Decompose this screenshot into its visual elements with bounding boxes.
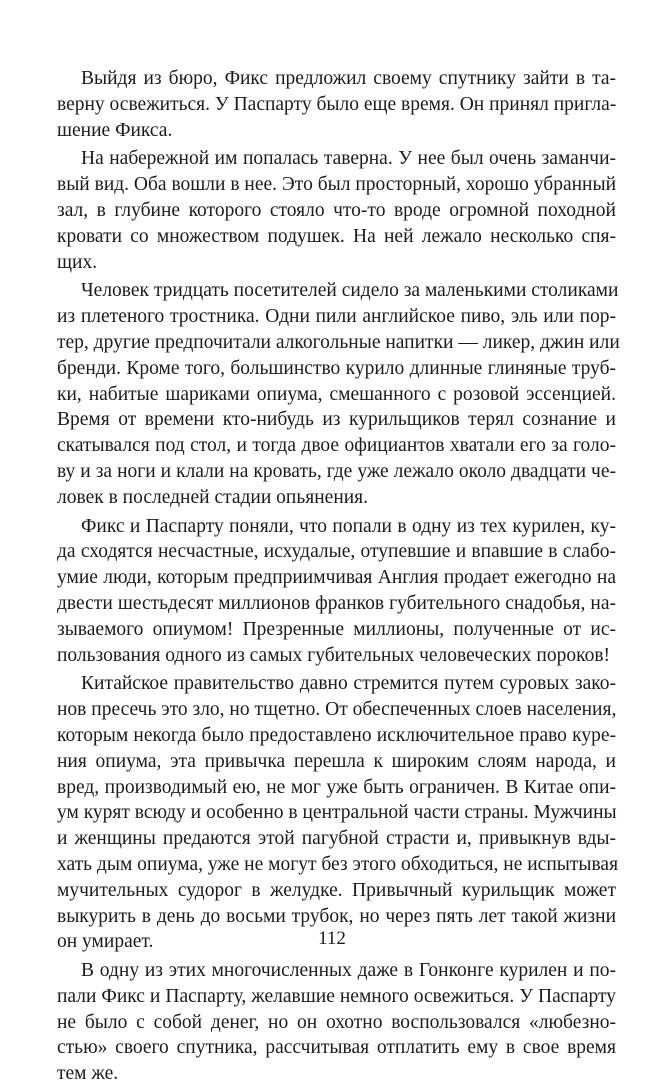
text-line: ния опиума, эта привычка перешла к широким слоям народа, и [57, 750, 616, 772]
text-line: стью» своего спутника, рассчитывая отплатить ему в свое время [57, 1037, 616, 1059]
text-line: пали Фикс и Паспарту, желавшие немного освежиться. У Паспарту [57, 985, 616, 1007]
text-line: шение Фикса. [57, 119, 173, 141]
text-line: мучительных судорог в желудке. Привычный курильщик может [57, 879, 616, 901]
text-line: кровати со множеством подушек. На ней лежало несколько спя- [57, 225, 616, 247]
text-line: скатывался под стол, и тогда двое официантов хватали его за голо- [57, 435, 616, 457]
paragraph [57, 278, 620, 510]
paragraph [57, 146, 616, 275]
text-line: пользования одного из самых губительных человеческих пороков! [57, 644, 611, 666]
text-line: ки, набитые шариками опиума, смешанного с розовой эссенцией. [57, 383, 616, 405]
text-line: умие люди, которым предприимчивая Англия продает ежегодно на [57, 567, 616, 589]
paragraph [57, 958, 616, 1087]
text-line: нов пресечь это зло, но тщетно. От обеспеченных слоев населения, [57, 699, 617, 721]
text-line: Фикс и Паспарту поняли, что попали в одну из тех курилен, ку- [81, 515, 616, 537]
text-line: хать дым опиума, уже не могут без этого обходиться, не испытывая [57, 853, 619, 875]
text-line: которым некогда было предоставлено исключительное право куре- [57, 724, 616, 746]
text-line: ловек в последней стадии опьянения. [57, 486, 369, 508]
text-line: На набережной им попалась таверна. У нее был очень заманчи- [81, 148, 616, 170]
text-line: вый вид. Оба вошли в нее. Это был просторный, хорошо убранный [57, 174, 617, 196]
text-line: ву и за ноги и клали на кровать, где уже лежало около двадцати че- [57, 460, 616, 482]
text-line: Выйдя из бюро, Фикс предложил своему спутнику зайти в та- [81, 68, 616, 89]
text-line: и женщины предаются этой пагубной страсти и, привыкнув вды- [57, 828, 616, 850]
text-line: зываемого опиумом! Презренные миллионы, полученные от ис- [57, 618, 616, 640]
paragraph [57, 514, 616, 669]
text-line: тем же. [57, 1063, 119, 1085]
text-line: он умирает. [57, 931, 154, 953]
text-line: щих. [57, 251, 98, 273]
text-line: верну освежиться. У Паспарту было еще время. Он принял пригла- [57, 93, 617, 115]
text-line: вред, производимый ею, не мог уже быть ограничен. В Китае опи- [57, 776, 616, 798]
paragraph [57, 671, 619, 955]
text-line: двести шестьдесят миллионов франков губительного снадобья, на- [57, 592, 616, 614]
text-line: не было с собой денег, но он охотно воспользовался «любезно- [57, 1011, 616, 1033]
page-number: 112 [318, 928, 346, 949]
text-line: бренди. Кроме того, большинство курило длинные глиняные труб- [57, 357, 616, 379]
text-line: ум курят всюду и особенно в центральной части страны. Мужчины [57, 802, 617, 824]
text-line: выкурить в день до восьми трубок, но через пять лет такой жизни [57, 905, 616, 927]
text-line: Китайское правительство давно стремится путем суровых зако- [81, 673, 616, 695]
text-line: зал, в глубине которого стояло что-то вроде огромной походной [57, 199, 616, 221]
text-line: В одну из этих многочисленных даже в Гонконге курилен и по- [81, 960, 616, 982]
text-line: из плетеного тростника. Одни пили английское пиво, эль или пор- [57, 306, 616, 328]
text-line: да сходятся несчастные, исхудалые, отупевшие и впавшие в слабо- [57, 541, 616, 563]
text-line: Время от времени кто-нибудь из курильщиков терял сознание и [57, 409, 616, 431]
text-line: тер, другие предпочитали алкогольные напитки — ликер, джин или [57, 331, 620, 353]
text-line: Человек тридцать посетителей сидело за маленькими столиками [81, 280, 619, 302]
paragraph [57, 66, 616, 143]
